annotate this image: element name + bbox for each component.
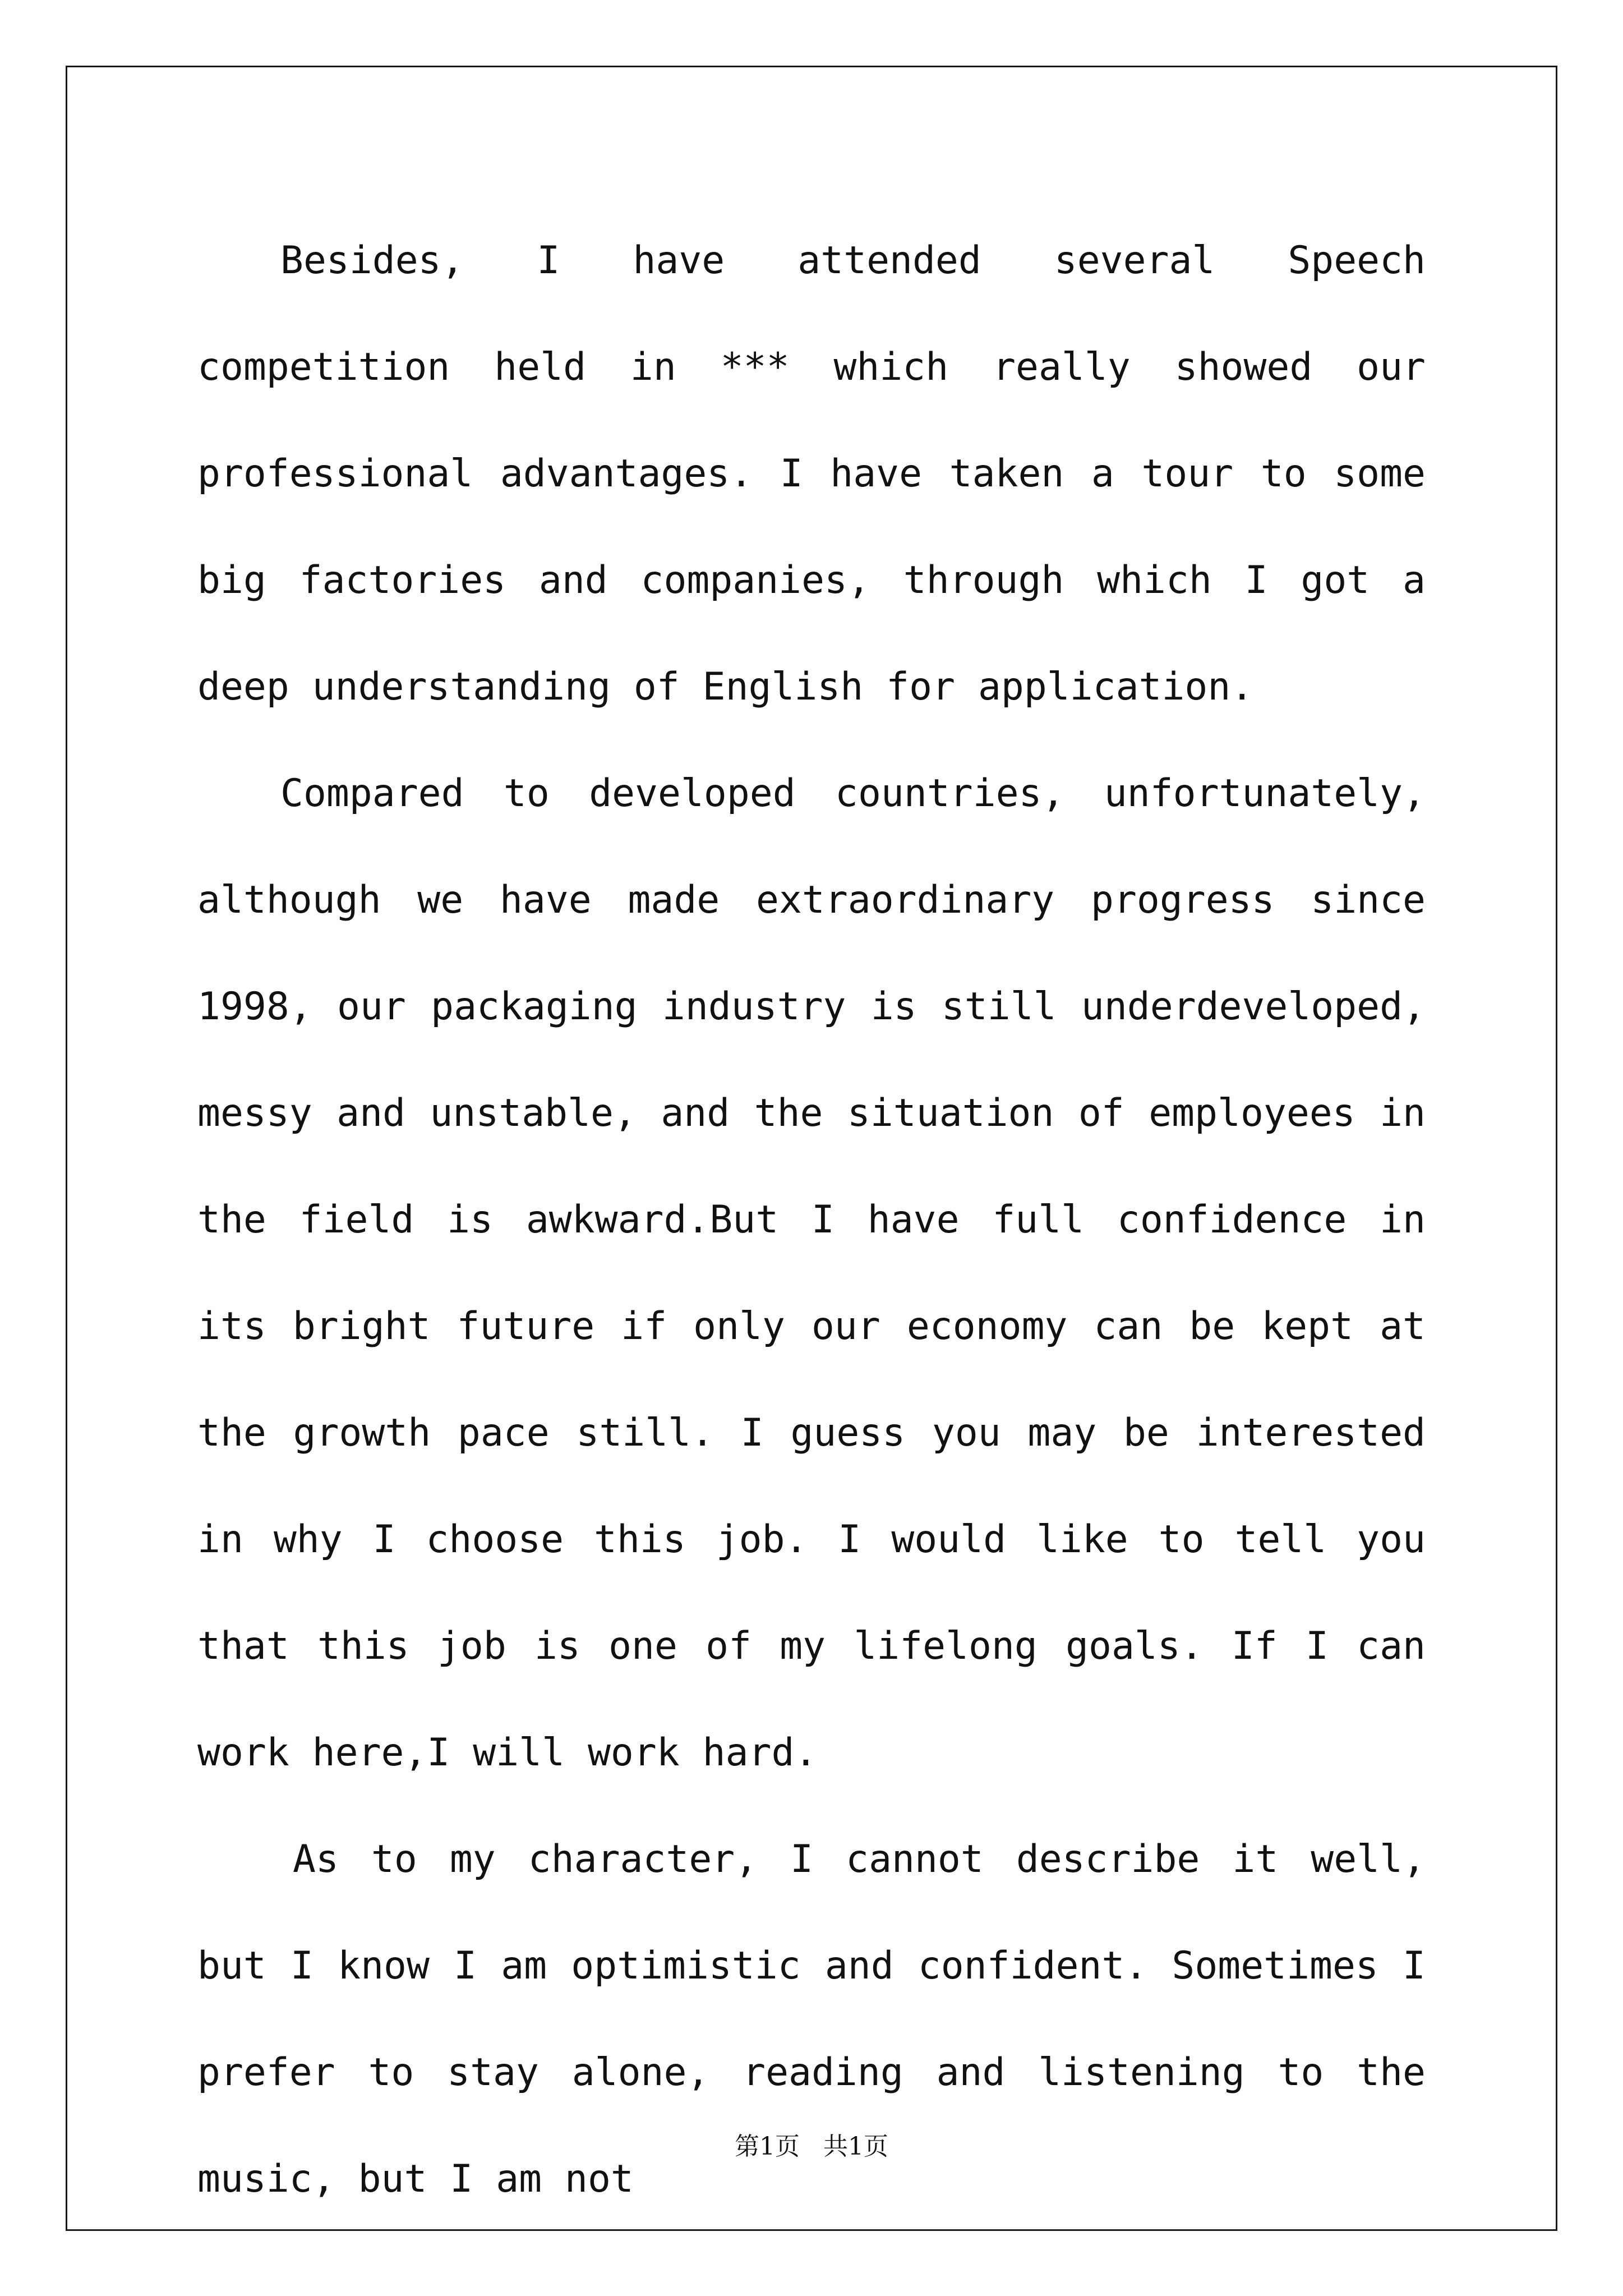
document-body <box>197 208 1426 2233</box>
paragraph-3: As to my character, I cannot describe it well, but I know I am optimistic and confident. Sometimes I prefer to stay alone, reading and listening to the music, but I am not <box>197 1837 1426 2201</box>
paragraph-2: Compared to developed countries, unfortunately, although we have made extraordinary progress since 1998, our packaging industry is still underdeveloped, messy and unstable, and the situation of employees in the field is awkward.But I have full confidence in its bright future if only our economy can be kept at the growth pace still. I guess you may be interested in why I choose this job. I would like to tell you that this job is one of my lifelong goals. If I can work here,I will work hard. <box>197 771 1426 1775</box>
page-footer: 第1页 共1页 <box>735 2132 888 2161</box>
paragraph-1: Besides, I have attended several Speech competition held in *** which really showed our professional advantages. I have taken a tour to some big factories and companies, through which I got a deep understanding of English for application. <box>197 238 1426 709</box>
